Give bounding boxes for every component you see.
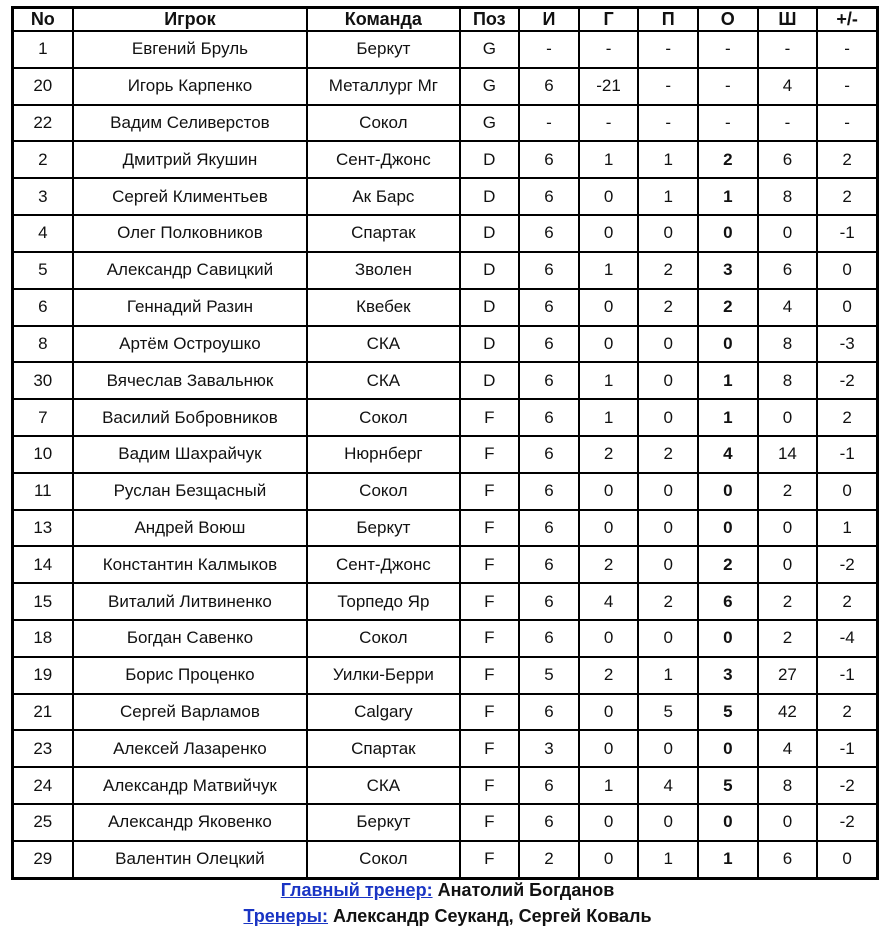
cell-games: 6 — [520, 437, 578, 472]
cell-penalties: 2 — [759, 621, 817, 656]
cell-goals: - — [580, 106, 638, 141]
cell-player: Евгений Бруль — [74, 32, 307, 67]
cell-games: 6 — [520, 547, 578, 582]
cell-penalties: 42 — [759, 695, 817, 730]
cell-points: 0 — [699, 621, 757, 656]
cell-goals: 1 — [580, 142, 638, 177]
column-header-penalties: Ш — [759, 9, 817, 30]
cell-penalties: 27 — [759, 658, 817, 693]
cell-position: D — [461, 142, 519, 177]
cell-team: Нюрнберг — [308, 437, 458, 472]
table-row — [14, 142, 876, 177]
cell-team: СКА — [308, 363, 458, 398]
cell-penalties: 0 — [759, 400, 817, 435]
cell-player: Вадим Шахрайчук — [74, 437, 307, 472]
cell-games: 6 — [520, 253, 578, 288]
cell-number: 19 — [14, 658, 72, 693]
cell-plus-minus: 0 — [818, 842, 876, 877]
table-row — [14, 253, 876, 288]
cell-games: 3 — [520, 731, 578, 766]
cell-plus-minus: -2 — [818, 768, 876, 803]
cell-plus-minus: 2 — [818, 400, 876, 435]
head-coach-link[interactable]: Главный тренер: — [280, 880, 433, 900]
cell-goals: 0 — [580, 695, 638, 730]
cell-team: СКА — [308, 768, 458, 803]
cell-player: Игорь Карпенко — [74, 69, 307, 104]
cell-player: Сергей Климентьев — [74, 179, 307, 214]
cell-team: Спартак — [308, 216, 458, 251]
table-row — [14, 731, 876, 766]
cell-position: F — [461, 400, 519, 435]
cell-games: 6 — [520, 695, 578, 730]
cell-plus-minus: -1 — [818, 437, 876, 472]
cell-points: 2 — [699, 547, 757, 582]
cell-number: 30 — [14, 363, 72, 398]
cell-games: 5 — [520, 658, 578, 693]
cell-position: F — [461, 437, 519, 472]
cell-plus-minus: 0 — [818, 474, 876, 509]
cell-points: 4 — [699, 437, 757, 472]
cell-assists: 0 — [639, 621, 697, 656]
cell-player: Артём Остроушко — [74, 327, 307, 362]
cell-points: 1 — [699, 179, 757, 214]
cell-goals: 4 — [580, 584, 638, 619]
cell-number: 8 — [14, 327, 72, 362]
cell-number: 29 — [14, 842, 72, 877]
cell-assists: 0 — [639, 327, 697, 362]
cell-assists: 1 — [639, 179, 697, 214]
cell-points: 0 — [699, 731, 757, 766]
cell-position: D — [461, 253, 519, 288]
cell-number: 14 — [14, 547, 72, 582]
cell-assists: 0 — [639, 400, 697, 435]
cell-number: 11 — [14, 474, 72, 509]
cell-team: Торпедо Яр — [308, 584, 458, 619]
cell-player: Константин Калмыков — [74, 547, 307, 582]
cell-goals: 0 — [580, 842, 638, 877]
cell-games: 2 — [520, 842, 578, 877]
cell-team: Сокол — [308, 400, 458, 435]
cell-number: 24 — [14, 768, 72, 803]
cell-player: Василий Бобровников — [74, 400, 307, 435]
cell-penalties: 6 — [759, 142, 817, 177]
cell-number: 5 — [14, 253, 72, 288]
cell-points: 1 — [699, 842, 757, 877]
column-header-games: И — [520, 9, 578, 30]
cell-player: Богдан Савенко — [74, 621, 307, 656]
cell-number: 23 — [14, 731, 72, 766]
table-row — [14, 695, 876, 730]
cell-position: D — [461, 179, 519, 214]
cell-player: Виталий Литвиненко — [74, 584, 307, 619]
cell-assists: 2 — [639, 584, 697, 619]
cell-player: Александр Яковенко — [74, 805, 307, 840]
cell-points: 0 — [699, 216, 757, 251]
cell-position: G — [461, 32, 519, 67]
cell-position: F — [461, 768, 519, 803]
cell-number: 13 — [14, 511, 72, 546]
cell-goals: 2 — [580, 437, 638, 472]
cell-team: Сент-Джонс — [308, 142, 458, 177]
cell-team: Спартак — [308, 731, 458, 766]
cell-points: 3 — [699, 658, 757, 693]
cell-number: 22 — [14, 106, 72, 141]
cell-number: 2 — [14, 142, 72, 177]
cell-plus-minus: 2 — [818, 142, 876, 177]
cell-plus-minus: -4 — [818, 621, 876, 656]
cell-assists: 0 — [639, 731, 697, 766]
cell-assists: 0 — [639, 474, 697, 509]
cell-games: 6 — [520, 69, 578, 104]
cell-penalties: 0 — [759, 547, 817, 582]
cell-points: 2 — [699, 142, 757, 177]
cell-goals: 2 — [580, 658, 638, 693]
cell-games: 6 — [520, 179, 578, 214]
cell-goals: 0 — [580, 216, 638, 251]
cell-position: F — [461, 805, 519, 840]
cell-assists: 1 — [639, 658, 697, 693]
cell-penalties: 0 — [759, 511, 817, 546]
cell-games: 6 — [520, 327, 578, 362]
cell-assists: 1 — [639, 142, 697, 177]
cell-penalties: 0 — [759, 805, 817, 840]
cell-position: F — [461, 658, 519, 693]
table-row — [14, 216, 876, 251]
cell-goals: 0 — [580, 805, 638, 840]
cell-penalties: 8 — [759, 179, 817, 214]
cell-games: 6 — [520, 584, 578, 619]
cell-position: F — [461, 584, 519, 619]
cell-goals: 1 — [580, 768, 638, 803]
cell-number: 25 — [14, 805, 72, 840]
cell-points: 0 — [699, 805, 757, 840]
cell-number: 15 — [14, 584, 72, 619]
coaches-line — [0, 906, 895, 927]
cell-points: - — [699, 106, 757, 141]
cell-assists: 2 — [639, 290, 697, 325]
cell-team: Сокол — [308, 842, 458, 877]
cell-position: G — [461, 69, 519, 104]
cell-penalties: 4 — [759, 69, 817, 104]
cell-assists: 2 — [639, 253, 697, 288]
cell-penalties: 2 — [759, 474, 817, 509]
cell-points: 1 — [699, 363, 757, 398]
table-row — [14, 511, 876, 546]
cell-penalties: - — [759, 106, 817, 141]
cell-penalties: 4 — [759, 290, 817, 325]
cell-assists: 2 — [639, 437, 697, 472]
cell-number: 18 — [14, 621, 72, 656]
cell-player: Алексей Лазаренко — [74, 731, 307, 766]
cell-penalties: 6 — [759, 253, 817, 288]
cell-player: Сергей Варламов — [74, 695, 307, 730]
cell-games: 6 — [520, 400, 578, 435]
cell-assists: 0 — [639, 363, 697, 398]
table-row — [14, 805, 876, 840]
cell-plus-minus: 2 — [818, 584, 876, 619]
table-row — [14, 32, 876, 67]
cell-team: Сокол — [308, 474, 458, 509]
cell-player: Александр Савицкий — [74, 253, 307, 288]
roster-body — [14, 32, 876, 877]
cell-player: Вадим Селиверстов — [74, 106, 307, 141]
cell-points: - — [699, 69, 757, 104]
cell-number: 10 — [14, 437, 72, 472]
cell-goals: 2 — [580, 547, 638, 582]
cell-penalties: 2 — [759, 584, 817, 619]
table-row — [14, 547, 876, 582]
cell-team: Зволен — [308, 253, 458, 288]
cell-plus-minus: -2 — [818, 363, 876, 398]
head-coach-line — [0, 880, 895, 901]
cell-plus-minus: - — [818, 69, 876, 104]
cell-plus-minus: - — [818, 32, 876, 67]
table-row — [14, 400, 876, 435]
cell-points: 1 — [699, 400, 757, 435]
cell-team: СКА — [308, 327, 458, 362]
cell-assists: 4 — [639, 768, 697, 803]
cell-goals: 0 — [580, 327, 638, 362]
cell-games: 6 — [520, 805, 578, 840]
cell-assists: 0 — [639, 511, 697, 546]
cell-goals: 1 — [580, 363, 638, 398]
cell-goals: 1 — [580, 253, 638, 288]
cell-team: Сокол — [308, 621, 458, 656]
column-header-player: Игрок — [74, 9, 307, 30]
cell-position: D — [461, 363, 519, 398]
cell-penalties: 8 — [759, 768, 817, 803]
cell-position: F — [461, 474, 519, 509]
cell-position: F — [461, 547, 519, 582]
cell-team: Уилки-Берри — [308, 658, 458, 693]
cell-player: Олег Полковников — [74, 216, 307, 251]
cell-number: 7 — [14, 400, 72, 435]
cell-team: Сент-Джонс — [308, 547, 458, 582]
cell-points: 0 — [699, 327, 757, 362]
cell-plus-minus: 1 — [818, 511, 876, 546]
cell-player: Руслан Безщасный — [74, 474, 307, 509]
table-row — [14, 474, 876, 509]
column-header-plus-minus: +/- — [818, 9, 876, 30]
cell-team: Беркут — [308, 805, 458, 840]
column-header-team: Команда — [308, 9, 458, 30]
coaches-link[interactable]: Тренеры: — [243, 906, 329, 926]
cell-team: Calgary — [308, 695, 458, 730]
cell-assists: - — [639, 106, 697, 141]
table-row — [14, 584, 876, 619]
cell-points: 0 — [699, 474, 757, 509]
cell-assists: 0 — [639, 216, 697, 251]
cell-number: 3 — [14, 179, 72, 214]
column-header-assists: П — [639, 9, 697, 30]
table-row — [14, 658, 876, 693]
cell-plus-minus: -2 — [818, 805, 876, 840]
cell-goals: -21 — [580, 69, 638, 104]
cell-games: 6 — [520, 768, 578, 803]
cell-position: F — [461, 511, 519, 546]
cell-plus-minus: -1 — [818, 216, 876, 251]
cell-points: 0 — [699, 511, 757, 546]
table-row — [14, 327, 876, 362]
cell-points: 3 — [699, 253, 757, 288]
roster-table — [12, 7, 878, 879]
cell-goals: 1 — [580, 400, 638, 435]
cell-number: 6 — [14, 290, 72, 325]
cell-position: D — [461, 327, 519, 362]
cell-number: 21 — [14, 695, 72, 730]
cell-player: Вячеслав Завальнюк — [74, 363, 307, 398]
table-row — [14, 69, 876, 104]
cell-plus-minus: 2 — [818, 695, 876, 730]
cell-player: Валентин Олецкий — [74, 842, 307, 877]
cell-team: Металлург Мг — [308, 69, 458, 104]
cell-team: Беркут — [308, 32, 458, 67]
cell-points: 6 — [699, 584, 757, 619]
cell-plus-minus: - — [818, 106, 876, 141]
cell-plus-minus: 0 — [818, 253, 876, 288]
cell-games: 6 — [520, 474, 578, 509]
cell-assists: 0 — [639, 805, 697, 840]
cell-assists: 1 — [639, 842, 697, 877]
cell-team: Квебек — [308, 290, 458, 325]
column-header-goals: Г — [580, 9, 638, 30]
head-coach-name: Анатолий Богданов — [437, 880, 615, 900]
cell-plus-minus: -2 — [818, 547, 876, 582]
roster-table-container — [11, 6, 879, 880]
cell-plus-minus: -1 — [818, 731, 876, 766]
table-row — [14, 179, 876, 214]
cell-games: 6 — [520, 621, 578, 656]
cell-games: 6 — [520, 363, 578, 398]
cell-plus-minus: -3 — [818, 327, 876, 362]
cell-assists: - — [639, 32, 697, 67]
table-row — [14, 290, 876, 325]
column-header-number: No — [14, 9, 72, 30]
cell-games: - — [520, 32, 578, 67]
cell-goals: 0 — [580, 511, 638, 546]
table-row — [14, 437, 876, 472]
cell-points: 5 — [699, 768, 757, 803]
table-row — [14, 363, 876, 398]
cell-penalties: 0 — [759, 216, 817, 251]
cell-position: F — [461, 695, 519, 730]
cell-goals: - — [580, 32, 638, 67]
cell-player: Александр Матвийчук — [74, 768, 307, 803]
cell-penalties: 8 — [759, 327, 817, 362]
cell-plus-minus: -1 — [818, 658, 876, 693]
cell-position: F — [461, 842, 519, 877]
cell-player: Геннадий Разин — [74, 290, 307, 325]
cell-player: Дмитрий Якушин — [74, 142, 307, 177]
cell-position: D — [461, 290, 519, 325]
cell-position: F — [461, 621, 519, 656]
cell-points: - — [699, 32, 757, 67]
cell-assists: 5 — [639, 695, 697, 730]
cell-penalties: - — [759, 32, 817, 67]
table-row — [14, 768, 876, 803]
cell-penalties: 4 — [759, 731, 817, 766]
cell-games: 6 — [520, 142, 578, 177]
column-header-points: О — [699, 9, 757, 30]
cell-penalties: 14 — [759, 437, 817, 472]
cell-player: Андрей Воюш — [74, 511, 307, 546]
cell-number: 20 — [14, 69, 72, 104]
cell-team: Сокол — [308, 106, 458, 141]
cell-penalties: 8 — [759, 363, 817, 398]
table-row — [14, 621, 876, 656]
cell-plus-minus: 0 — [818, 290, 876, 325]
cell-player: Борис Проценко — [74, 658, 307, 693]
table-row — [14, 842, 876, 877]
cell-points: 5 — [699, 695, 757, 730]
cell-position: F — [461, 731, 519, 766]
cell-number: 1 — [14, 32, 72, 67]
cell-plus-minus: 2 — [818, 179, 876, 214]
header-row — [14, 9, 876, 30]
cell-games: 6 — [520, 511, 578, 546]
cell-goals: 0 — [580, 474, 638, 509]
cell-team: Беркут — [308, 511, 458, 546]
table-row — [14, 106, 876, 141]
cell-team: Ак Барс — [308, 179, 458, 214]
cell-position: D — [461, 216, 519, 251]
column-header-position: Поз — [461, 9, 519, 30]
cell-points: 2 — [699, 290, 757, 325]
cell-games: 6 — [520, 216, 578, 251]
cell-number: 4 — [14, 216, 72, 251]
cell-goals: 0 — [580, 179, 638, 214]
cell-goals: 0 — [580, 731, 638, 766]
cell-penalties: 6 — [759, 842, 817, 877]
cell-games: 6 — [520, 290, 578, 325]
coaches-names: Александр Сеуканд, Сергей Коваль — [333, 906, 652, 926]
cell-goals: 0 — [580, 290, 638, 325]
cell-goals: 0 — [580, 621, 638, 656]
cell-assists: - — [639, 69, 697, 104]
cell-position: G — [461, 106, 519, 141]
cell-assists: 0 — [639, 547, 697, 582]
cell-games: - — [520, 106, 578, 141]
